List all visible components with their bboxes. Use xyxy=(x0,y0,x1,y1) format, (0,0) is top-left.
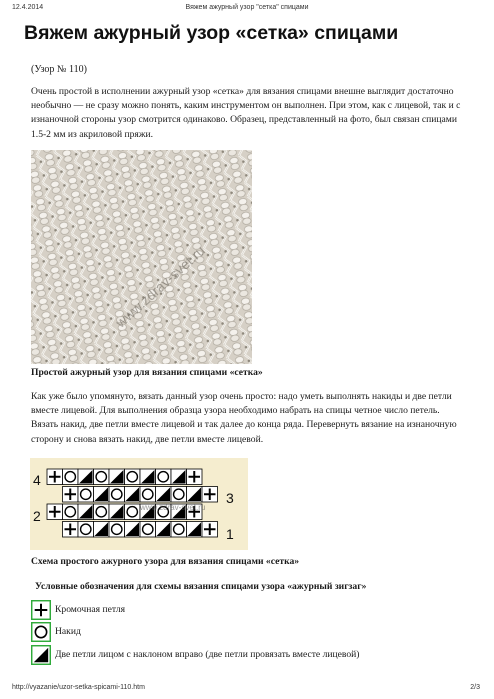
photo-watermark: www.zdrav-svet.ru xyxy=(112,242,208,331)
plus-icon xyxy=(31,600,51,620)
legend-item-edge xyxy=(31,600,471,622)
legend-item-yarnover xyxy=(31,622,471,644)
footer-url: http://vyazanie/uzor-setka-spicami-110.htm xyxy=(12,684,145,691)
print-footer xyxy=(0,684,494,694)
legend-label-edge: Кромочная петля xyxy=(55,604,126,615)
row-number-3: 3 xyxy=(226,490,234,506)
instructions-paragraph: Как уже было упомянуто, вязать данный узор очень просто: надо уметь выполнять накиды и две петли вместе лицевой. Для выполнения образца узора необходимо набрать на спицы четное число петель. Вязать накид, две петли вместе лицевой и так далее до конца ряда. Перевернуть вязание на изнаночную сторону и снова вязать накид, две петли вместе лицевой. xyxy=(31,391,457,445)
chart-watermark: www.zdrav-svet.ru xyxy=(140,503,206,512)
legend-label-yarnover: Накид xyxy=(55,626,81,637)
legend-label-k2tog: Две петли лицом с наклоном вправо (две петли провязать вместе лицевой) xyxy=(55,649,360,660)
pattern-number: (Узор № 110) xyxy=(31,64,87,75)
chart-caption: Схема простого ажурного узора для вязания спицами «сетка» xyxy=(31,556,300,567)
legend-item-k2tog xyxy=(31,645,471,667)
print-title: Вяжем ажурный узор "сетка" спицами xyxy=(185,4,309,11)
knitting-photo xyxy=(31,150,252,364)
print-date: 12.4.2014 xyxy=(12,4,44,11)
page-number: 2/3 xyxy=(470,684,480,691)
legend-title: Условные обозначения для схемы вязания спицами узора «ажурный зигзаг» xyxy=(35,581,367,592)
knitting-chart xyxy=(30,458,248,550)
row-number-2: 2 xyxy=(33,508,41,524)
row-number-4: 4 xyxy=(33,472,41,488)
triangle-right-icon xyxy=(31,645,51,665)
print-header xyxy=(0,4,494,16)
photo-caption: Простой ажурный узор для вязания спицами «сетка» xyxy=(31,367,263,378)
page-title: Вяжем ажурный узор «сетка» спицами xyxy=(24,22,399,44)
row-number-1: 1 xyxy=(226,526,234,542)
intro-paragraph: Очень простой в исполнении ажурный узор «сетка» для вязания спицами внешне выглядит достаточно необычно — не сразу можно понять, каким инструментом он выполнен. При этом, как с лицевой, так и с изнаночной стороны узор смотрится одинаково. Образец, представленный на фото, был связан спицами 1.5-2 мм из акриловой пряжи. xyxy=(31,86,461,140)
circle-icon xyxy=(31,622,51,642)
